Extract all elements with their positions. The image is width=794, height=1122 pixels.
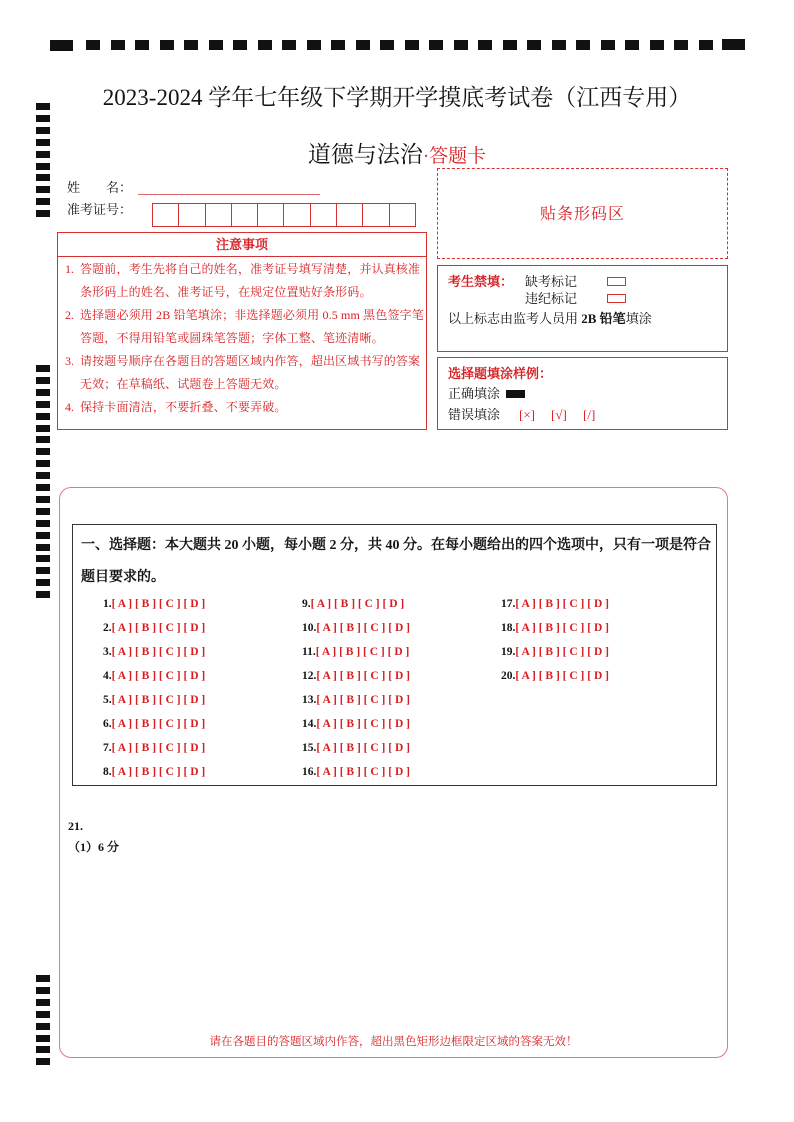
timing-mark: [36, 1023, 50, 1030]
question-number: 20.: [501, 670, 516, 682]
timing-mark: [36, 975, 50, 982]
timing-mark: [36, 544, 50, 551]
choice-question: [103, 620, 205, 636]
timing-mark: [650, 40, 664, 50]
answer-bubble-c: [ C ]: [363, 646, 385, 658]
notice-line: 答题，不得用铅笔或圆珠笔答题；字体工整、笔迹清晰。: [80, 331, 384, 345]
choice-question: [103, 716, 205, 732]
answer-bubble-a: [ A ]: [111, 622, 133, 634]
notice-item-number: 2.: [65, 308, 74, 322]
notice-line: 无效；在草稿纸、试题卷上答题无效。: [80, 377, 287, 391]
answer-bubble-a: [ A ]: [111, 766, 133, 778]
fill-sample-heading: 选择题填涂样例：: [448, 366, 553, 381]
timing-mark: [307, 40, 321, 50]
timing-mark: [36, 555, 50, 562]
answer-bubble-b: [ B ]: [339, 646, 361, 658]
section1-instruction-cont: 题目要求的。: [81, 570, 165, 585]
question-number: 6.: [103, 718, 112, 730]
exam-title: 2023-2024 学年七年级下学期开学摸底考试卷（江西专用）: [102, 85, 692, 110]
timing-mark: [50, 40, 73, 51]
notice-heading: 注意事项: [58, 233, 426, 257]
barcode-area-label: 贴条形码区: [539, 206, 625, 223]
exam-id-digit-box: [231, 204, 257, 226]
answer-bubble-c: [ C ]: [562, 670, 585, 682]
answer-bubble-d: [ D ]: [183, 766, 206, 778]
answer-bubble-a: [ A ]: [316, 742, 337, 754]
answer-bubble-b: [ B ]: [538, 622, 560, 634]
timing-mark: [36, 508, 50, 515]
question-number: 18.: [501, 622, 516, 634]
answer-bubble-d: [ D ]: [587, 598, 609, 610]
timing-mark: [36, 151, 50, 158]
answer-bubble-a: [ A ]: [316, 622, 337, 634]
notice-line: 保持卡面清洁，不要折叠、不要弄破。: [80, 400, 287, 414]
answer-bubble-a: [ A ]: [111, 718, 133, 730]
question-number: 15.: [302, 742, 317, 754]
timing-mark: [36, 389, 50, 396]
answer-bubble-a: [ A ]: [111, 694, 133, 706]
notice-item: [58, 258, 426, 281]
answer-bubble-d: [ D ]: [388, 670, 410, 682]
choice-question: [501, 620, 609, 636]
answer-bubble-c: [ C ]: [363, 742, 386, 754]
timing-mark: [36, 127, 50, 134]
notice-item-number: 4.: [65, 400, 74, 414]
timing-mark: [36, 365, 50, 372]
timing-mark: [36, 579, 50, 586]
answer-bubble-d: [ D ]: [388, 718, 410, 730]
answer-bubble-b: [ B ]: [333, 598, 356, 610]
question-number: 19.: [501, 646, 516, 658]
question-number: 7.: [103, 742, 112, 754]
answer-bubble-d: [ D ]: [388, 742, 410, 754]
notice-line: 选择题必须用 2B 铅笔填涂；非选择题必须用 0.5 mm 黑色签字笔: [80, 308, 424, 322]
timing-mark: [36, 210, 50, 217]
choice-question: [302, 764, 410, 780]
timing-mark: [674, 40, 688, 50]
question-number: 8.: [103, 766, 112, 778]
timing-mark: [36, 532, 50, 539]
timing-mark: [233, 40, 247, 50]
timing-mark: [36, 436, 50, 443]
answer-bubble-c: [ C ]: [357, 598, 380, 610]
answer-bubble-c: [ C ]: [562, 598, 585, 610]
answer-bubble-c: [ C ]: [158, 646, 181, 658]
timing-mark: [576, 40, 590, 50]
answer-bubble-d: [ D ]: [183, 694, 206, 706]
timing-mark: [36, 115, 50, 122]
timing-mark: [601, 40, 615, 50]
question-21-part-1: （1）6 分: [68, 840, 120, 854]
timing-mark: [282, 40, 296, 50]
question-number: 13.: [302, 694, 317, 706]
proctor-section: [437, 265, 728, 352]
proctor-note: [448, 311, 652, 327]
answer-bubble-a: [ A ]: [310, 598, 332, 610]
answer-bubble-a: [ A ]: [515, 646, 536, 658]
notice-box: [57, 232, 427, 430]
notice-item: [58, 304, 426, 327]
answer-bubble-b: [ B ]: [134, 766, 157, 778]
proctor-note-text-end: 填涂: [625, 311, 652, 326]
notice-item-continued: [58, 281, 426, 304]
timing-mark: [135, 40, 149, 50]
wrong-mark-slash: [/]: [583, 407, 596, 422]
answer-bubble-a: [ A ]: [111, 598, 133, 610]
answer-bubble-b: [ B ]: [538, 598, 560, 610]
timing-mark: [36, 425, 50, 432]
answer-bubble-b: [ B ]: [339, 622, 361, 634]
exam-id-digit-box: [336, 204, 362, 226]
answer-bubble-c: [ C ]: [363, 718, 386, 730]
violation-mark-box: [607, 294, 626, 303]
timing-mark: [552, 40, 566, 50]
choice-question: [501, 596, 609, 612]
timing-mark: [36, 163, 50, 170]
notice-list: [58, 257, 426, 419]
answer-bubble-c: [ C ]: [158, 598, 181, 610]
choice-question: [302, 620, 410, 636]
card-subtitle: [0, 142, 794, 171]
notice-item: [58, 350, 426, 373]
choice-question: [103, 764, 205, 780]
answer-bubble-a: [ A ]: [111, 646, 133, 658]
answer-bubble-d: [ D ]: [388, 622, 410, 634]
question-number: 2.: [103, 622, 112, 634]
choice-question: [103, 644, 205, 660]
timing-mark: [36, 1011, 50, 1018]
timing-mark: [86, 40, 100, 50]
answer-bubble-a: [ A ]: [315, 646, 337, 658]
answer-bubble-c: [ C ]: [158, 694, 181, 706]
wrong-mark-check: [√]: [551, 407, 567, 422]
wrong-fill-label: 错误填涂: [448, 407, 501, 422]
question-21-number: 21.: [68, 819, 83, 833]
timing-mark: [380, 40, 394, 50]
timing-mark: [503, 40, 517, 50]
barcode-area: [437, 168, 728, 259]
notice-item-number: 3.: [65, 354, 74, 368]
name-label: 姓 名：: [67, 180, 133, 195]
timing-mark: [160, 40, 174, 50]
answer-bubble-b: [ B ]: [339, 670, 361, 682]
choice-question: [103, 668, 205, 684]
timing-mark: [36, 448, 50, 455]
exam-id-label: 准考证号：: [67, 202, 133, 217]
exam-id-boxes: [152, 203, 416, 227]
timing-mark: [36, 174, 50, 181]
choice-question: [501, 644, 609, 660]
timing-mark: [36, 520, 50, 527]
answer-bubble-a: [ A ]: [316, 718, 337, 730]
timing-mark: [36, 1046, 50, 1053]
notice-line: 答题前，考生先将自己的姓名，准考证号填写清楚，并认真核准: [80, 262, 421, 276]
notice-item-continued: [58, 327, 426, 350]
timing-mark: [36, 186, 50, 193]
timing-mark: [36, 496, 50, 503]
answer-bubble-b: [ B ]: [339, 766, 361, 778]
filled-bubble-icon: [506, 390, 525, 398]
answer-bubble-d: [ D ]: [183, 718, 206, 730]
timing-mark: [36, 472, 50, 479]
timing-mark: [36, 987, 50, 994]
question-number: 11.: [302, 646, 316, 658]
exam-id-digit-box: [153, 204, 178, 226]
fill-sample-section: [437, 357, 728, 430]
violation-mark-label: 违纪标记: [525, 291, 578, 306]
correct-fill-label: 正确填涂: [448, 386, 501, 401]
answer-bubble-d: [ D ]: [382, 598, 405, 610]
notice-line: 请按题号顺序在各题目的答题区域内作答，超出区域书写的答案: [80, 354, 421, 368]
proctor-note-pencil: 2B 铅笔: [581, 311, 626, 326]
choice-question: [302, 716, 410, 732]
answer-bubble-c: [ C ]: [158, 718, 181, 730]
choice-question: [103, 692, 205, 708]
section1-instruction: 一、选择题：本大题共 20 小题，每小题 2 分，共 40 分。在每小题给出的四个选项中，只有一项是符合: [81, 538, 711, 553]
choice-question: [302, 668, 410, 684]
answer-bubble-b: [ B ]: [134, 670, 157, 682]
answer-bubble-d: [ D ]: [587, 622, 609, 634]
proctor-note-text: 以上标志由监考人员用: [448, 311, 582, 326]
answer-bubble-a: [ A ]: [316, 670, 337, 682]
timing-mark: [36, 413, 50, 420]
answer-bubble-b: [ B ]: [134, 718, 157, 730]
exam-id-digit-box: [178, 204, 204, 226]
answer-bubble-c: [ C ]: [158, 742, 181, 754]
absent-mark-box: [607, 277, 626, 286]
timing-mark: [405, 40, 419, 50]
notice-line: 条形码上的姓名、准考证号，在规定位置贴好条形码。: [80, 285, 372, 299]
correct-fill-row: [448, 386, 525, 402]
choice-question: [103, 740, 205, 756]
exam-id-digit-box: [257, 204, 283, 226]
answer-bubble-c: [ C ]: [158, 766, 181, 778]
choice-question: [302, 740, 410, 756]
exam-id-digit-box: [389, 204, 415, 226]
exam-id-digit-box: [205, 204, 231, 226]
timing-mark: [478, 40, 492, 50]
answer-bubble-b: [ B ]: [538, 646, 560, 658]
answer-bubble-a: [ A ]: [316, 766, 337, 778]
timing-mark: [36, 377, 50, 384]
answer-bubble-a: [ A ]: [515, 622, 536, 634]
timing-mark: [36, 567, 50, 574]
answer-bubble-b: [ B ]: [134, 742, 157, 754]
timing-mark: [36, 103, 50, 110]
question-number: 10.: [302, 622, 317, 634]
notice-item: [58, 396, 426, 419]
timing-mark: [722, 39, 745, 50]
answer-bubble-d: [ D ]: [387, 646, 410, 658]
timing-mark: [36, 484, 50, 491]
answer-bubble-b: [ B ]: [538, 670, 560, 682]
timing-mark: [36, 591, 50, 598]
question-number: 16.: [302, 766, 317, 778]
timing-mark: [111, 40, 125, 50]
choice-question: [302, 596, 404, 612]
exam-id-digit-box: [310, 204, 336, 226]
answer-bubble-d: [ D ]: [183, 622, 206, 634]
name-field: [138, 194, 320, 195]
answer-bubble-c: [ C ]: [562, 622, 585, 634]
answer-bubble-b: [ B ]: [339, 742, 361, 754]
answer-bubble-c: [ C ]: [158, 670, 181, 682]
subject-name: 道德与法治: [307, 142, 423, 167]
answer-bubble-d: [ D ]: [587, 646, 609, 658]
timing-mark: [429, 40, 443, 50]
answer-bubble-d: [ D ]: [587, 670, 609, 682]
notice-item-number: 1.: [65, 262, 74, 276]
answer-bubble-c: [ C ]: [562, 646, 585, 658]
answer-bubble-a: [ A ]: [111, 670, 133, 682]
answer-bubble-d: [ D ]: [388, 766, 410, 778]
timing-mark: [356, 40, 370, 50]
timing-mark: [184, 40, 198, 50]
timing-mark: [36, 999, 50, 1006]
answer-bubble-d: [ D ]: [183, 646, 206, 658]
choice-question: [302, 692, 410, 708]
wrong-mark-cross: [×]: [519, 407, 535, 422]
proctor-heading: 考生禁填：: [448, 274, 514, 289]
answer-bubble-c: [ C ]: [363, 622, 386, 634]
answer-bubble-a: [ A ]: [515, 670, 536, 682]
choice-question: [302, 644, 409, 660]
timing-mark: [331, 40, 345, 50]
answer-bubble-c: [ C ]: [363, 694, 386, 706]
notice-item-continued: [58, 373, 426, 396]
answer-bubble-c: [ C ]: [363, 766, 386, 778]
answer-bubble-c: [ C ]: [158, 622, 181, 634]
answer-bubble-c: [ C ]: [363, 670, 386, 682]
absent-mark-label: 缺考标记: [525, 274, 578, 289]
exam-id-digit-box: [283, 204, 309, 226]
answer-bubble-b: [ B ]: [134, 646, 157, 658]
question-number: 17.: [501, 598, 516, 610]
question-number: 5.: [103, 694, 112, 706]
answer-bubble-d: [ D ]: [183, 670, 206, 682]
choice-section: [72, 524, 717, 786]
timing-mark: [36, 1035, 50, 1042]
answer-bubble-a: [ A ]: [515, 598, 536, 610]
answer-bubble-b: [ B ]: [134, 598, 157, 610]
answer-bubble-d: [ D ]: [183, 742, 206, 754]
question-number: 12.: [302, 670, 317, 682]
answer-bubble-a: [ A ]: [316, 694, 337, 706]
answer-bubble-a: [ A ]: [111, 742, 133, 754]
timing-mark: [454, 40, 468, 50]
timing-mark: [258, 40, 272, 50]
timing-mark: [36, 460, 50, 467]
answer-card-label: ·答题卡: [422, 146, 487, 167]
answer-bubble-b: [ B ]: [134, 622, 157, 634]
timing-mark: [36, 139, 50, 146]
timing-mark: [36, 401, 50, 408]
choice-question: [103, 596, 205, 612]
timing-mark: [699, 40, 713, 50]
answer-bubble-d: [ D ]: [183, 598, 206, 610]
timing-mark: [527, 40, 541, 50]
question-number: 1.: [103, 598, 112, 610]
answer-bubble-b: [ B ]: [339, 694, 361, 706]
answer-area-warning: 请在各题目的答题区域内作答，超出黑色矩形边框限定区域的答案无效！: [209, 1036, 578, 1048]
timing-mark: [625, 40, 639, 50]
exam-id-digit-box: [362, 204, 388, 226]
answer-bubble-b: [ B ]: [339, 718, 361, 730]
timing-mark: [36, 1058, 50, 1065]
answer-bubble-d: [ D ]: [388, 694, 410, 706]
question-number: 14.: [302, 718, 317, 730]
question-number: 9.: [302, 598, 311, 610]
timing-mark: [209, 40, 223, 50]
question-number: 3.: [103, 646, 112, 658]
choice-question: [501, 668, 609, 684]
timing-mark: [36, 198, 50, 205]
answer-bubble-b: [ B ]: [134, 694, 157, 706]
question-number: 4.: [103, 670, 112, 682]
